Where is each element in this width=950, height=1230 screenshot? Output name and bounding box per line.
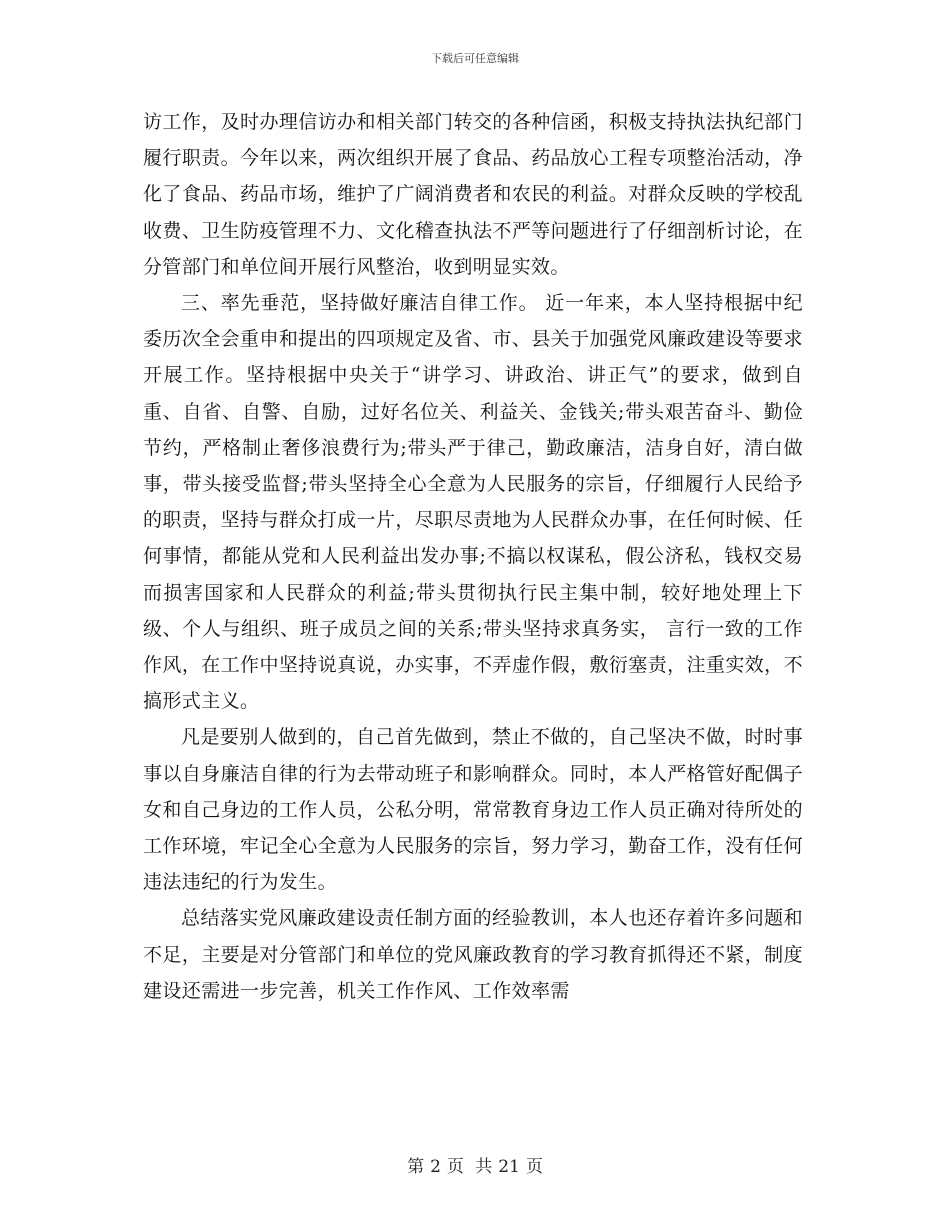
paragraph-2: 三、率先垂范，坚持做好廉洁自律工作。 近一年来，本人坚持根据中纪委历次全会重申和提出的四项规定及省、市、县关于加强党风廉政建设等要求开展工作。坚持根据中央关于“讲学习、讲政治、讲正气”的要求，做到自重、自省、自警、自励，过好名位关、利益关、金钱关;带头艰苦奋斗、勤俭节约，严格制止奢侈浪费行为;带头严于律己，勤政廉洁，洁身自好，清白做事，带头接受监督;带头坚持全心全意为人民服务的宗旨，仔细履行人民给予的职责，坚持与群众打成一片，尽职尽责地为人民群众办事，在任何时候、任何事情，都能从党和人民利益出发办事;不搞以权谋私，假公济私，钱权交易而损害国家和人民群众的利益;带头贯彻执行民主集中制，较好地处理上下级、个人与组织、班子成员之间的关系;带头坚持求真务实， 言行一致的工作作风，在工作中坚持说真说，办实事，不弄虚作假，敷衍塞责，注重实效，不搞形式主义。	[143, 292, 803, 713]
footer-middle: 页 共	[446, 1157, 493, 1177]
footer-total-pages: 21	[498, 1157, 520, 1177]
paragraph-3: 凡是要别人做到的，自己首先做到，禁止不做的，自己坚决不做，时时事事以自身廉洁自律的行为去带动班子和影响群众。同时，本人严格管好配偶子女和自己身边的工作人员，公私分明，常常教育身边工作人员正确对待所处的工作环境，牢记全心全意为人民服务的宗旨，努力学习，勤奋工作，没有任何违法违纪的行为发生。	[143, 726, 803, 894]
footer-suffix: 页	[525, 1157, 543, 1177]
paragraph-1: 访工作，及时办理信访办和相关部门转交的各种信函，积极支持执法执纪部门履行职责。今年以来，两次组织开展了食品、药品放心工程专项整治活动，净化了食品、药品市场，维护了广阔消费者和农民的利益。对群众反映的学校乱收费、卫生防疫管理不力、文化稽查执法不严等问题进行了仔细剖析讨论，在分管部门和单位间开展行风整治，收到明显实效。	[143, 111, 803, 278]
paragraph-4: 总结落实党风廉政建设责任制方面的经验教训，本人也还存着许多问题和不足，主要是对分管部门和单位的党风廉政教育的学习教育抓得还不紧，制度建设还需进一步完善，机关工作作风、工作效率需	[143, 907, 803, 1002]
page-header-note: 下载后可任意编辑	[431, 52, 519, 65]
footer-current-page: 2	[430, 1157, 441, 1177]
document-body	[143, 104, 803, 1009]
footer-prefix: 第	[407, 1157, 425, 1177]
page-footer	[0, 1152, 950, 1177]
